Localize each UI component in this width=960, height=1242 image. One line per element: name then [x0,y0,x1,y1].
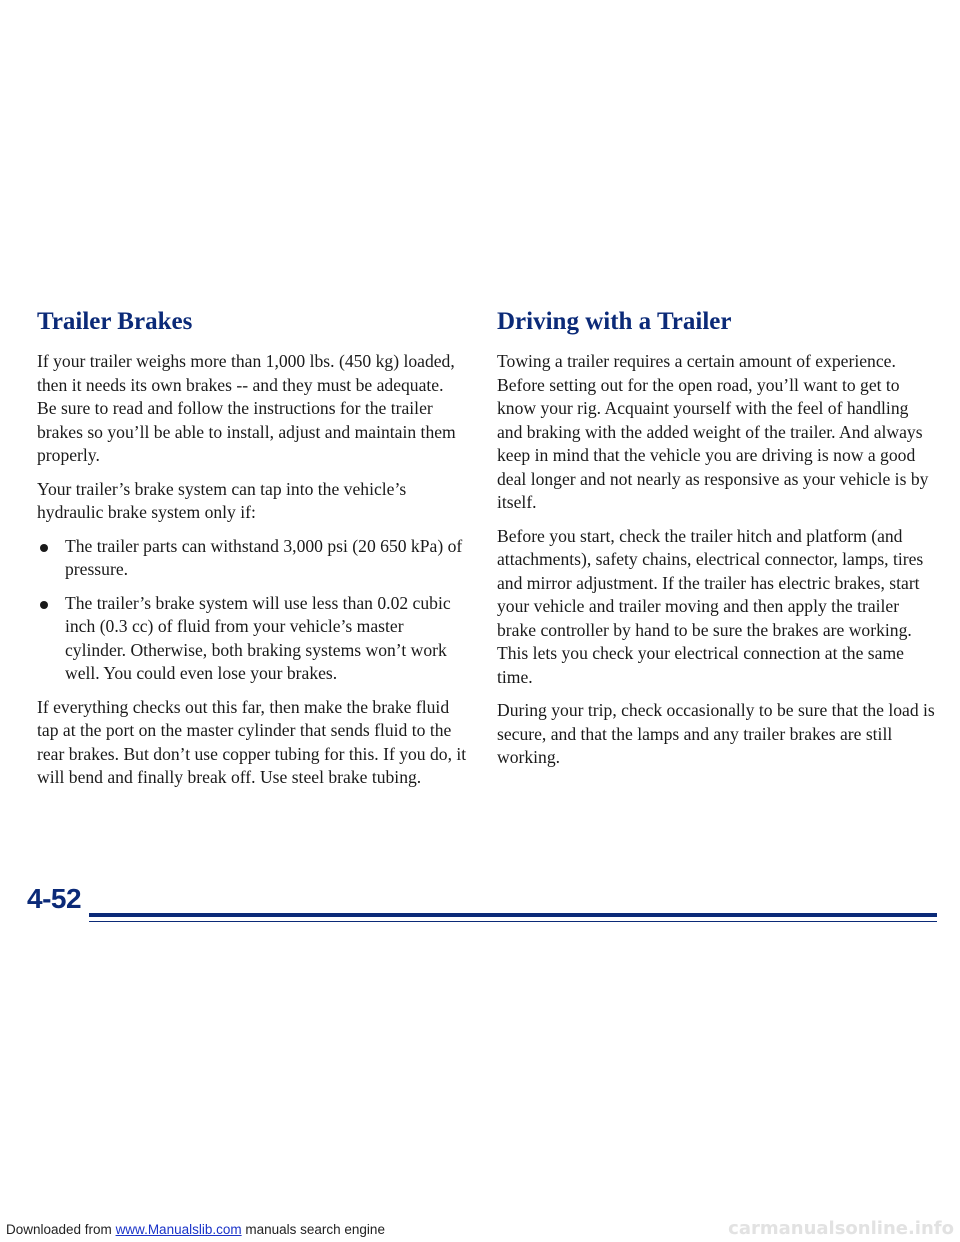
left-body [37,350,467,800]
right-body [497,350,937,780]
bullet-text: The trailer’s brake system will use less than 0.02 cubic inch (0.3 cc) of fluid from your vehicle’s master cylinder. Otherwise, both braking systems won’t work well. You could even lose your brakes. [65,592,451,683]
bullet-icon [40,544,48,552]
bullet-text: The trailer parts can withstand 3,000 psi (20 650 kPa) of pressure. [65,535,463,579]
trailer-brakes-paragraph-3: If everything checks out this far, then make the brake fluid tap at the port on the master cylinder that sends fluid to the rear brakes. But don’t use copper tubing for this. If you do, it will bend and finally break off. Use steel brake tubing. [37,696,467,787]
driving-paragraph-3: During your trip, check occasionally to be sure that the load is secure, and that the lamps and any trailer brakes are still working. [497,700,935,767]
driving-paragraph-2: Before you start, check the trailer hitch and platform (and attachments), safety chains, electrical connector, lamps, tires and mirror adjustment. If the trailer has electric brakes, start your vehicle and trailer moving and then apply the trailer brake controller by hand to be sure the brakes are working. This lets you check your electrical connection at the same time. [497,525,924,687]
trailer-brakes-paragraph-1: If your trailer weighs more than 1,000 lbs. (450 kg) loaded, then it needs its own brakes -- and they must be adequate. Be sure to read and follow the instructions for the trailer brakes so you’ll be able to install, adjust and maintain them properly. [37,351,456,465]
driving-paragraph-1: Towing a trailer requires a certain amount of experience. Before setting out for the open road, you’ll want to get to know your rig. Acquaint yourself with the feel of handling and braking with the added weight of the trailer. And always keep in mind that the vehicle you are driving is now a good deal longer and not nearly as responsive as your vehicle is by itself. [497,351,929,512]
trailer-brakes-paragraph-2: Your trailer’s brake system can tap into the vehicle’s hydraulic brake system only if: [37,478,407,522]
footer-prefix: Downloaded from [6,1222,116,1237]
footer-suffix: manuals search engine [241,1222,385,1237]
page-rule-thin [89,921,937,922]
bullet-icon [40,601,48,609]
page-rule-thick [89,913,937,917]
page-number: 4-52 [27,883,82,914]
list-item [37,535,467,582]
driving-with-trailer-heading: Driving with a Trailer [497,308,732,335]
trailer-brakes-heading: Trailer Brakes [37,308,193,335]
list-item [37,592,467,686]
download-footer [6,1222,385,1237]
watermark: carmanualsonline.info [728,1218,954,1239]
manualslib-link[interactable]: www.Manualslib.com [115,1222,242,1237]
